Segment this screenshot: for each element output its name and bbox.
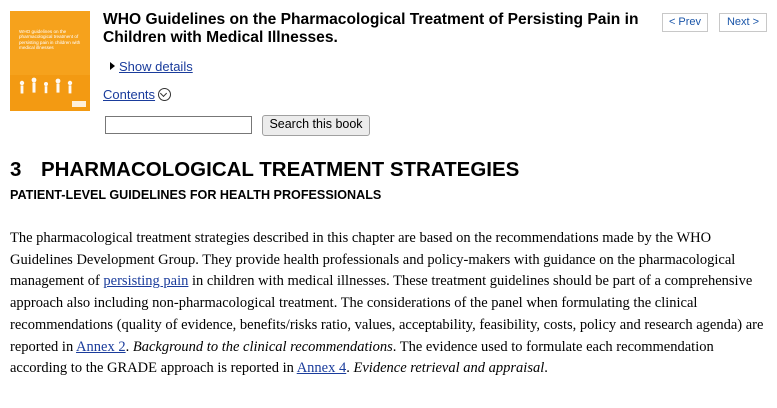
para-emphasis-2: Evidence retrieval and appraisal xyxy=(353,360,545,377)
para-text-4: . The evidence used to formulate each recommendation according to the GRADE approach is reported in xyxy=(10,338,714,377)
show-details-link[interactable]: Show details xyxy=(119,59,193,74)
contents-link[interactable]: Contents xyxy=(103,87,156,102)
search-input[interactable] xyxy=(105,116,252,134)
contents-menu[interactable] xyxy=(103,87,171,103)
cover-figures-icon xyxy=(10,11,90,111)
para-text-6: . xyxy=(544,360,548,377)
book-cover-image[interactable] xyxy=(10,11,90,111)
show-details-toggle[interactable] xyxy=(110,59,193,75)
chevron-down-icon[interactable] xyxy=(158,88,171,101)
body-paragraph xyxy=(10,228,767,380)
expand-triangle-icon xyxy=(110,62,115,70)
chapter-title-text: PHARMACOLOGICAL TREATMENT STRATEGIES xyxy=(41,158,520,181)
cover-title-text: WHO guidelines on the pharmacological treatment of persisting pain in children with medical illnesses xyxy=(19,29,81,51)
search-button[interactable]: Search this book xyxy=(262,115,370,136)
para-text-5: . xyxy=(346,360,354,377)
annex-2-link[interactable]: Annex 2 xyxy=(76,338,126,355)
book-title: WHO Guidelines on the Pharmacological Treatment of Persisting Pain in Children with Medical Illnesses. xyxy=(103,11,639,46)
para-text-3: . xyxy=(125,338,133,355)
para-text-1: The pharmacological treatment strategies described in this chapter are based on the recommendations made by the WHO Guidelines Development Group. They provide health professionals and policy-makers with guidance on the pharmacological management of xyxy=(10,230,736,290)
chapter-title xyxy=(10,158,519,182)
next-button[interactable]: Next > xyxy=(719,13,767,32)
chapter-subtitle: PATIENT-LEVEL GUIDELINES FOR HEALTH PROFESSIONALS xyxy=(10,188,382,202)
persisting-pain-link[interactable]: persisting pain xyxy=(103,273,189,290)
annex-4-link[interactable]: Annex 4 xyxy=(296,360,347,377)
prev-button[interactable]: < Prev xyxy=(662,13,708,32)
chapter-number: 3 xyxy=(10,158,22,181)
para-emphasis-1: Background to the clinical recommendations xyxy=(132,338,393,355)
para-text-2: in children with medical illnesses. These treatment guidelines should be part of a comprehensive approach also including non-pharmacological treatment. The considerations of the panel when formulating the clinical recommendations (quality of evidence, benefits/risks ratio, values, acceptability, feasibility, costs, policy and research agenda) are reported in xyxy=(10,273,764,355)
